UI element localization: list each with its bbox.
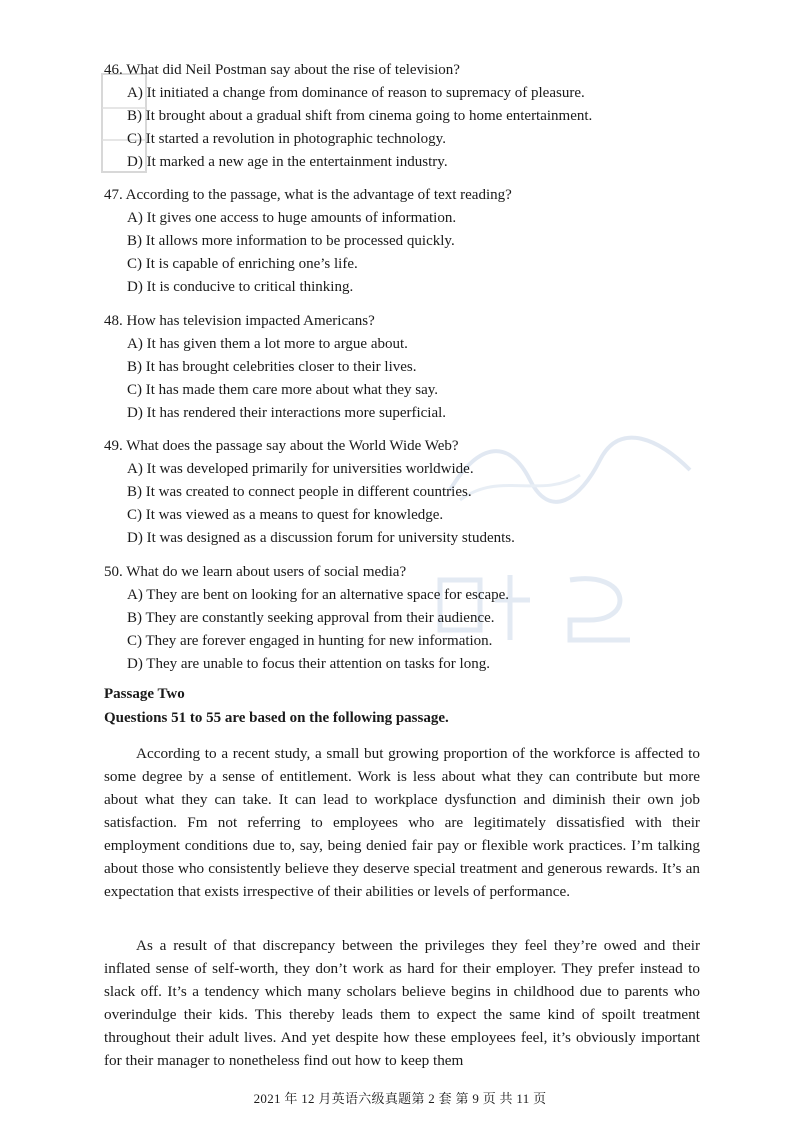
option-b: B) It has brought celebrities closer to their lives. <box>127 359 417 375</box>
option-b: B) It allows more information to be processed quickly. <box>127 233 455 249</box>
question-47 <box>104 183 744 299</box>
option-c: C) It has made them care more about what they say. <box>127 382 439 398</box>
option-a: A) It has given them a lot more to argue about. <box>127 336 408 352</box>
option-c: C) It was viewed as a means to quest for knowledge. <box>127 507 444 523</box>
question-stem: 49. What does the passage say about the World Wide Web? <box>104 438 459 454</box>
question-50 <box>104 560 744 676</box>
option-a: A) It was developed primarily for universities worldwide. <box>127 461 474 477</box>
passage-paragraph-2: As a result of that discrepancy between the privileges they feel they’re owed and their inflated sense of self-worth, they don’t work as hard for their employer. They prefer instead to slack off. It’s a tendency which many scholars believe begins in childhood due to parents who overindulge their kids. This thereby leads them to expect the same kind of spoilt treatment throughout their adult lives. And yet despite how these employees feel, it’s obviously important for their manager to nonetheless find out how to keep them <box>104 937 700 1069</box>
question-stem: 50. What do we learn about users of social media? <box>104 564 407 580</box>
option-d: D) It has rendered their interactions more superficial. <box>127 405 447 421</box>
option-b: B) It was created to connect people in different countries. <box>127 484 472 500</box>
option-d: D) It is conducive to critical thinking. <box>127 279 354 295</box>
passage-paragraph-1: According to a recent study, a small but growing proportion of the workforce is affected to some degree by a sense of entitlement. Work is less about what they can contribute but more about what they can take. It can lead to workplace dysfunction and diminish their own job satisfaction. Fm not referring to employees who are legitimately dissatisfied with their employment conditions due to, say, being denied fair pay or flexible work practices. I’m talking about those who consistently believe they deserve special treatment and generous rewards. It’s an expectation that exists irrespective of their abilities or levels of performance. <box>104 745 700 900</box>
option-a: A) It initiated a change from dominance of reason to supremacy of pleasure. <box>127 85 585 101</box>
option-d: D) It marked a new age in the entertainment industry. <box>127 154 448 170</box>
option-c: C) They are forever engaged in hunting for new information. <box>127 633 493 649</box>
option-d: D) It was designed as a discussion forum for university students. <box>127 530 515 546</box>
passage-title: Passage Two <box>104 686 185 702</box>
option-a: A) They are bent on looking for an alternative space for escape. <box>127 587 510 603</box>
option-c: C) It is capable of enriching one’s life. <box>127 256 358 272</box>
option-d: D) They are unable to focus their attention on tasks for long. <box>127 656 490 672</box>
option-a: A) It gives one access to huge amounts of information. <box>127 210 457 226</box>
question-stem: 48. How has television impacted Americans? <box>104 313 375 329</box>
question-49 <box>104 434 744 550</box>
page-footer: 2021 年 12 月英语六级真题第 2 套 第 9 页 共 11 页 <box>253 1091 547 1106</box>
option-b: B) They are constantly seeking approval from their audience. <box>127 610 495 626</box>
passage-instruction: Questions 51 to 55 are based on the following passage. <box>104 710 449 726</box>
question-stem: 47. According to the passage, what is the advantage of text reading? <box>104 187 512 203</box>
question-48 <box>104 309 744 425</box>
question-stem: 46. What did Neil Postman say about the rise of television? <box>104 62 460 78</box>
question-46 <box>104 58 744 174</box>
option-b: B) It brought about a gradual shift from cinema going to home entertainment. <box>127 108 593 124</box>
option-c: C) It started a revolution in photographic technology. <box>127 131 446 147</box>
